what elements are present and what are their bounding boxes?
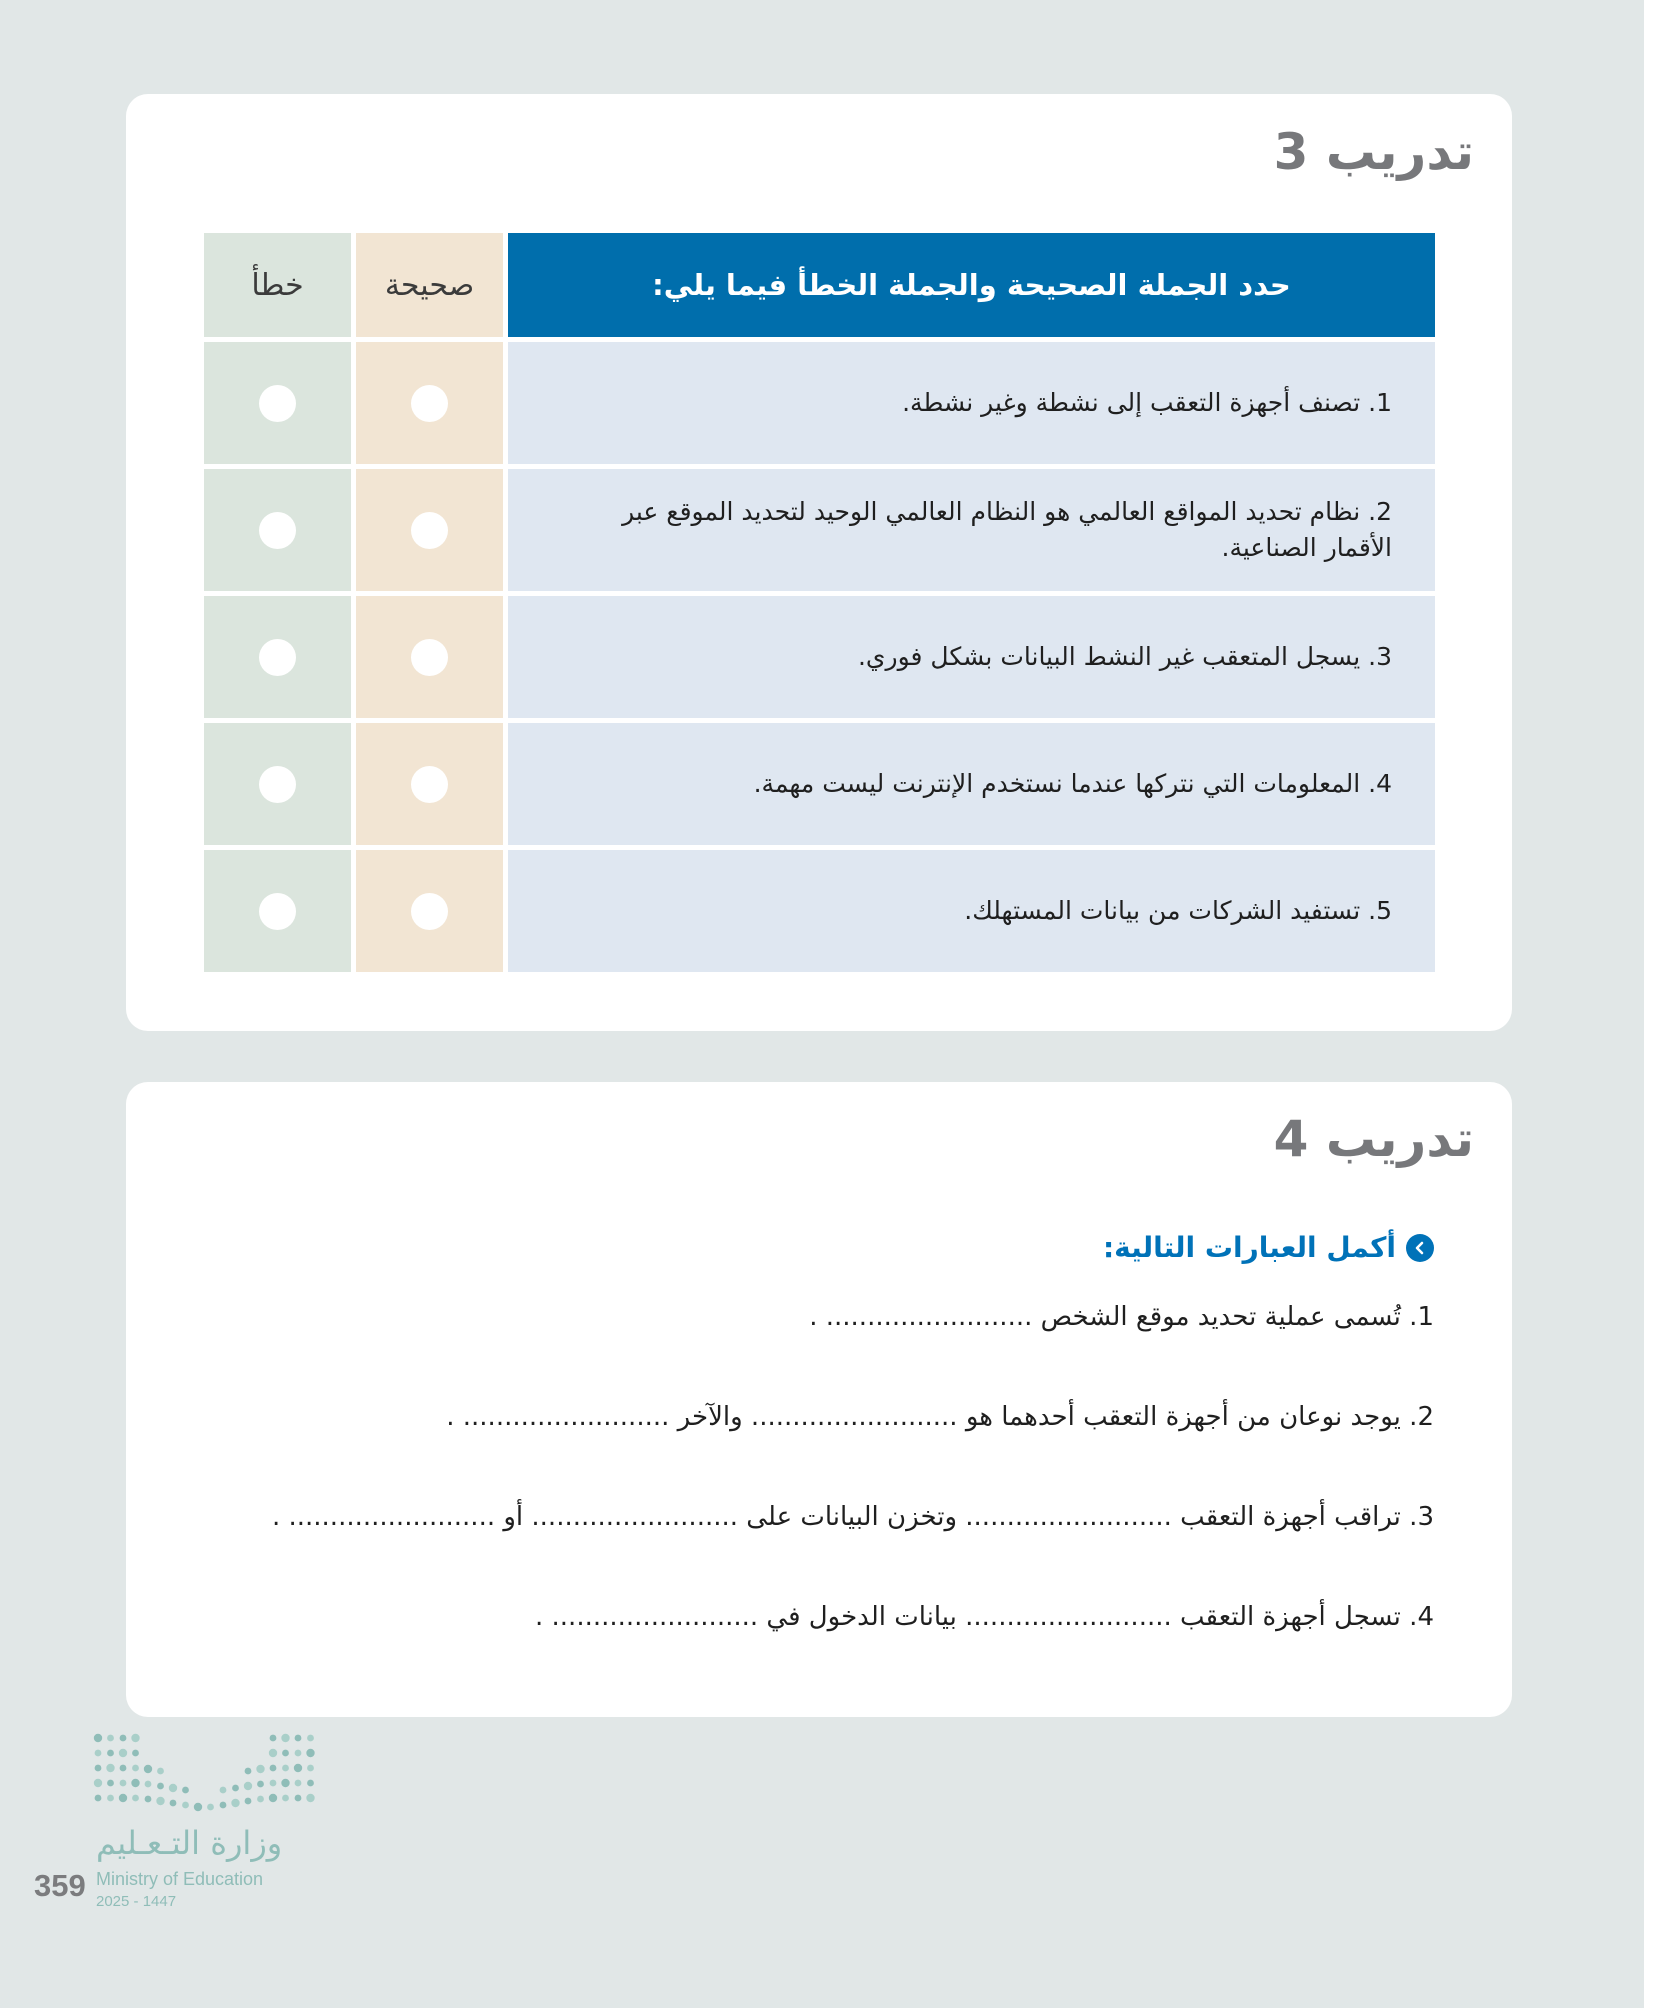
false-cell [204, 342, 351, 464]
true-cell [356, 850, 503, 972]
true-cell [356, 596, 503, 718]
statement-3: 3. يسجل المتعقب غير النشط البيانات بشكل فوري. [508, 596, 1435, 718]
false-cell [204, 723, 351, 845]
statement-1: 1. تصنف أجهزة التعقب إلى نشطة وغير نشطة. [508, 342, 1435, 464]
true-radio-5[interactable] [411, 893, 448, 930]
fill-in-item-4: 4. تسجل أجهزة التعقب ......................... بيانات الدخول في ......................... . [535, 1602, 1434, 1632]
true-cell [356, 342, 503, 464]
true-radio-4[interactable] [411, 766, 448, 803]
false-radio-1[interactable] [259, 385, 296, 422]
true-cell [356, 723, 503, 845]
exercise-3-card [126, 94, 1512, 1031]
true-false-table [204, 233, 1435, 972]
fill-in-item-2: 2. يوجد نوعان من أجهزة التعقب أحدهما هو ......................... والآخر ......................... . [446, 1402, 1434, 1432]
statement-5: 5. تستفيد الشركات من بيانات المستهلك. [508, 850, 1435, 972]
statement-2: 2. نظام تحديد المواقع العالمي هو النظام العالمي الوحيد لتحديد الموقع عبر الأقمار الصناعية. [508, 469, 1435, 591]
false-radio-2[interactable] [259, 512, 296, 549]
ministry-year: 2025 - 1447 [96, 1893, 177, 1910]
true-radio-1[interactable] [411, 385, 448, 422]
instruction [1103, 1231, 1434, 1264]
false-cell [204, 596, 351, 718]
false-radio-3[interactable] [259, 639, 296, 676]
exercise-4-title: تدريب 4 [1273, 1110, 1474, 1168]
true-radio-2[interactable] [411, 512, 448, 549]
fill-in-item-3: 3. تراقب أجهزة التعقب ......................... وتخزن البيانات على ......................... أو ......................... . [271, 1502, 1434, 1532]
page-number: 359 [34, 1868, 86, 1903]
false-radio-5[interactable] [259, 893, 296, 930]
table-header: حدد الجملة الصحيحة والجملة الخطأ فيما يلي: [508, 233, 1435, 337]
exercise-4-card [126, 1082, 1512, 1717]
exercise-3-title: تدريب 3 [1273, 123, 1474, 181]
page-edge [1644, 0, 1654, 2008]
fill-in-item-1: 1. تُسمى عملية تحديد موقع الشخص ......................... . [809, 1302, 1434, 1332]
ministry-name-arabic: وزارة التـعـليم [96, 1824, 283, 1862]
instruction-text: أكمل العبارات التالية: [1102, 1231, 1396, 1264]
chevron-left-icon [1406, 1234, 1434, 1262]
ministry-name-english: Ministry of Education [96, 1869, 264, 1889]
false-column-header: خطأ [204, 233, 351, 337]
statement-4: 4. المعلومات التي نتركها عندما نستخدم الإنترنت ليست مهمة. [508, 723, 1435, 845]
true-radio-3[interactable] [411, 639, 448, 676]
false-cell [204, 850, 351, 972]
true-column-header: صحيحة [356, 233, 503, 337]
true-cell [356, 469, 503, 591]
ministry-logo [92, 1730, 322, 1816]
false-radio-4[interactable] [259, 766, 296, 803]
false-cell [204, 469, 351, 591]
